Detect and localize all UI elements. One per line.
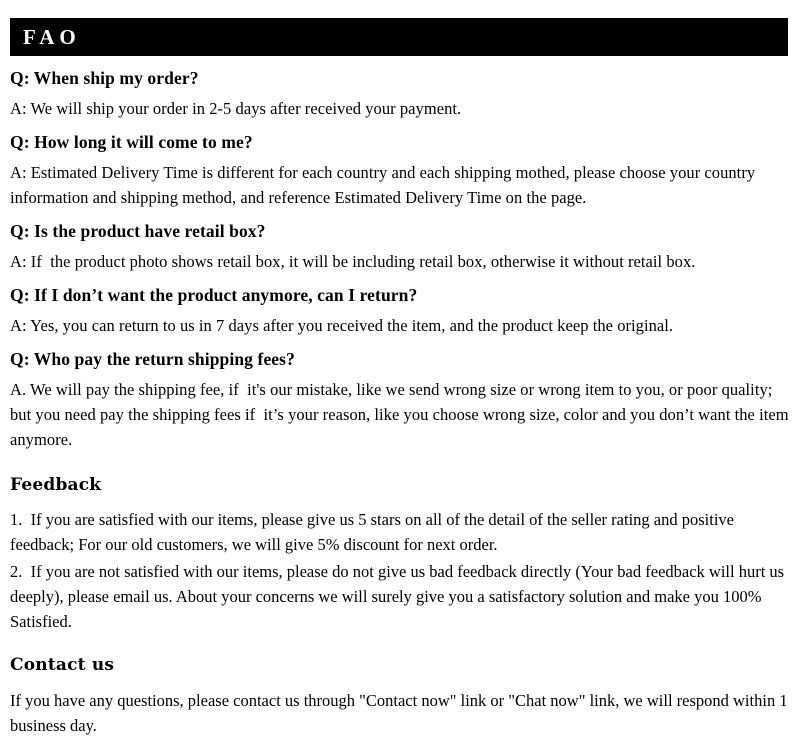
feedback-section	[10, 474, 792, 634]
feedback-item: 1. If you are satisfied with our items, please give us 5 stars on all of the detail of the seller rating and positive feedback; For our old customers, we will give 5% discount for next order.	[10, 510, 739, 554]
faq-item	[10, 66, 792, 121]
contact-text: If you have any questions, please contact us through "Contact now" link or "Chat now" link, we will respond within 1 business day.	[10, 691, 792, 735]
faq-header-title: FAO	[23, 24, 81, 49]
faq-answer: A: If the product photo shows retail box, it will be including retail box, otherwise it without retail box.	[10, 252, 696, 271]
contact-heading: Contact us	[10, 655, 115, 675]
faq-question: Q: How long it will come to me?	[10, 132, 253, 152]
contact-section	[10, 654, 792, 738]
faq-question: Q: If I don’t want the product anymore, can I return?	[10, 285, 418, 305]
faq-question: Q: Is the product have retail box?	[10, 221, 266, 241]
faq-answer: A: We will ship your order in 2-5 days after received your payment.	[10, 99, 462, 118]
faq-answer: A. We will pay the shipping fee, if it's our mistake, like we send wrong size or wrong item to you, or poor quality; but you need pay the shipping fees if it’s your reason, like you choose wrong size, color and you don’t want the item anymore.	[10, 380, 793, 449]
feedback-item: 2. If you are not satisfied with our items, please do not give us bad feedback directly (Your bad feedback will hurt us deeply), please email us. About your concerns we will surely give you a satisfactory solution and make you 100% Satisfied.	[10, 562, 789, 631]
faq-question: Q: Who pay the return shipping fees?	[10, 349, 295, 369]
faq-question: Q: When ship my order?	[10, 68, 199, 88]
faq-answer: A: Yes, you can return to us in 7 days after you received the item, and the product keep the original.	[10, 316, 674, 335]
faq-content	[10, 66, 792, 740]
faq-item	[10, 347, 792, 452]
faq-answer: A: Estimated Delivery Time is different for each country and each shipping mothed, please choose your country information and shipping method, and reference Estimated Delivery Time on the page.	[10, 163, 760, 207]
faq-item	[10, 219, 792, 274]
feedback-heading: Feedback	[10, 475, 102, 495]
faq-item	[10, 130, 792, 210]
faq-item	[10, 283, 792, 338]
faq-header-bar	[10, 18, 788, 56]
